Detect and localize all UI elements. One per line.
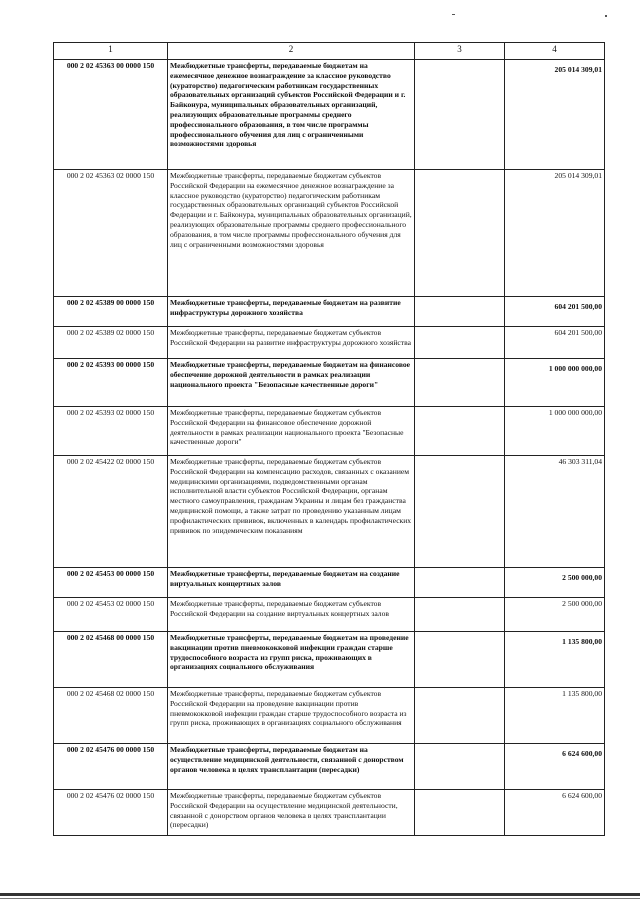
table-row <box>54 632 605 688</box>
column-3-cell <box>415 688 505 744</box>
budget-code: 000 2 02 45389 00 0000 150 <box>54 297 168 327</box>
column-header-2: 2 <box>168 43 415 60</box>
column-3-cell <box>415 327 505 359</box>
budget-code: 000 2 02 45468 00 0000 150 <box>54 632 168 688</box>
scan-speck <box>605 15 607 17</box>
amount-cell: 46 303 311,04 <box>505 456 605 568</box>
amount-cell: 604 201 500,00 <box>505 297 605 327</box>
column-3-cell <box>415 60 505 170</box>
table-row <box>54 407 605 456</box>
table-row <box>54 359 605 407</box>
column-3-cell <box>415 170 505 297</box>
budget-code: 000 2 02 45476 00 0000 150 <box>54 744 168 790</box>
transfer-description: Межбюджетные трансферты, передаваемые бюджетам субъектов Российской Федерации на развитие инфраструктуры дорожного хозяйства <box>168 327 415 359</box>
transfer-description: Межбюджетные трансферты, передаваемые бюджетам субъектов Российской Федерации на осуществление медицинской деятельности, связанной с донорством органов человека в целях трансплантации (пересадки) <box>168 790 415 836</box>
amount-cell: 1 000 000 000,00 <box>505 407 605 456</box>
column-3-cell <box>415 568 505 598</box>
transfer-description: Межбюджетные трансферты, передаваемые бюджетам на осуществление медицинской деятельности, связанной с донорством органов человека в целях трансплантации (пересадки) <box>168 744 415 790</box>
amount-cell: 205 014 309,01 <box>505 60 605 170</box>
budget-code: 000 2 02 45476 02 0000 150 <box>54 790 168 836</box>
table-header-row <box>54 43 605 60</box>
transfer-description: Межбюджетные трансферты, передаваемые бюджетам субъектов Российской Федерации на компенсацию расходов, связанных с оказанием медицинскими организациями, подведомственными органам исполнительной власти субъектов Российской Федерации, органам местного самоуправления, гражданам Украины и лицам без гражданства медицинской помощи, а также затрат по проведению указанным лицам профилактических прививок, включенных в календарь профилактических прививок по эпидемическим показаниям <box>168 456 415 568</box>
transfer-description: Межбюджетные трансферты, передаваемые бюджетам субъектов Российской Федерации на финансовое обеспечение дорожной деятельности в рамках реализации национального проекта "Безопасные качественные дороги" <box>168 407 415 456</box>
table-row <box>54 598 605 632</box>
amount-cell: 2 500 000,00 <box>505 568 605 598</box>
column-3-cell <box>415 359 505 407</box>
amount-cell: 6 624 600,00 <box>505 790 605 836</box>
column-3-cell <box>415 297 505 327</box>
budget-code: 000 2 02 45468 02 0000 150 <box>54 688 168 744</box>
budget-code: 000 2 02 45389 02 0000 150 <box>54 327 168 359</box>
budget-code: 000 2 02 45453 00 0000 150 <box>54 568 168 598</box>
transfer-description: Межбюджетные трансферты, передаваемые бюджетам субъектов Российской Федерации на ежемесячное денежное вознаграждение за классное руководство (кураторство) педагогическим работникам государственных образовательных организаций субъектов Российской Федерации и г. Байконура, муниципальных образовательных организаций, реализующих образовательные программы среднего профессионального образования, в том числе программы профессионального обучения для лиц с ограниченными возможностями здоровья <box>168 170 415 297</box>
column-3-cell <box>415 407 505 456</box>
scan-speck <box>452 14 455 15</box>
budget-code: 000 2 02 45393 02 0000 150 <box>54 407 168 456</box>
budget-code: 000 2 02 45393 00 0000 150 <box>54 359 168 407</box>
transfer-description: Межбюджетные трансферты, передаваемые бюджетам на ежемесячное денежное вознаграждение за классное руководство (кураторство) педагогическим работникам государственных образовательных организаций субъектов Российской Федерации и г. Байконура, муниципальных образовательных организаций, реализующих образовательные программы среднего профессионального образования, в том числе программы профессионального обучения для лиц с ограниченными возможностями здоровья <box>168 60 415 170</box>
amount-cell: 2 500 000,00 <box>505 598 605 632</box>
column-header-4: 4 <box>505 43 605 60</box>
amount-cell: 604 201 500,00 <box>505 327 605 359</box>
table-row <box>54 327 605 359</box>
scan-bottom-edge <box>0 898 640 899</box>
transfer-description: Межбюджетные трансферты, передаваемые бюджетам на финансовое обеспечение дорожной деятельности в рамках реализации национального проекта "Безопасные качественные дороги" <box>168 359 415 407</box>
column-header-3: 3 <box>415 43 505 60</box>
table-row <box>54 170 605 297</box>
table-row <box>54 744 605 790</box>
budget-code: 000 2 02 45422 02 0000 150 <box>54 456 168 568</box>
column-3-cell <box>415 598 505 632</box>
budget-code: 000 2 02 45453 02 0000 150 <box>54 598 168 632</box>
column-3-cell <box>415 790 505 836</box>
budget-code: 000 2 02 45363 02 0000 150 <box>54 170 168 297</box>
table-row <box>54 297 605 327</box>
table-row <box>54 790 605 836</box>
budget-code: 000 2 02 45363 00 0000 150 <box>54 60 168 170</box>
table-row <box>54 688 605 744</box>
column-3-cell <box>415 632 505 688</box>
amount-cell: 6 624 600,00 <box>505 744 605 790</box>
budget-table <box>53 42 605 836</box>
column-3-cell <box>415 744 505 790</box>
amount-cell: 205 014 309,01 <box>505 170 605 297</box>
transfer-description: Межбюджетные трансферты, передаваемые бюджетам субъектов Российской Федерации на создание виртуальных концертных залов <box>168 598 415 632</box>
table-row <box>54 568 605 598</box>
transfer-description: Межбюджетные трансферты, передаваемые бюджетам субъектов Российской Федерации на проведение вакцинации против пневмококковой инфекции граждан старше трудоспособного возраста из групп риска, проживающих в организациях социального обслуживания <box>168 688 415 744</box>
table-row <box>54 60 605 170</box>
amount-cell: 1 000 000 000,00 <box>505 359 605 407</box>
transfer-description: Межбюджетные трансферты, передаваемые бюджетам на создание виртуальных концертных залов <box>168 568 415 598</box>
table-row <box>54 456 605 568</box>
transfer-description: Межбюджетные трансферты, передаваемые бюджетам на проведение вакцинации против пневмококковой инфекции граждан старше трудоспособного возраста из групп риска, проживающих в организациях социального обслуживания <box>168 632 415 688</box>
scan-bottom-edge <box>0 893 640 896</box>
column-3-cell <box>415 456 505 568</box>
column-header-1: 1 <box>54 43 168 60</box>
amount-cell: 1 135 800,00 <box>505 632 605 688</box>
transfer-description: Межбюджетные трансферты, передаваемые бюджетам на развитие инфраструктуры дорожного хозяйства <box>168 297 415 327</box>
amount-cell: 1 135 800,00 <box>505 688 605 744</box>
